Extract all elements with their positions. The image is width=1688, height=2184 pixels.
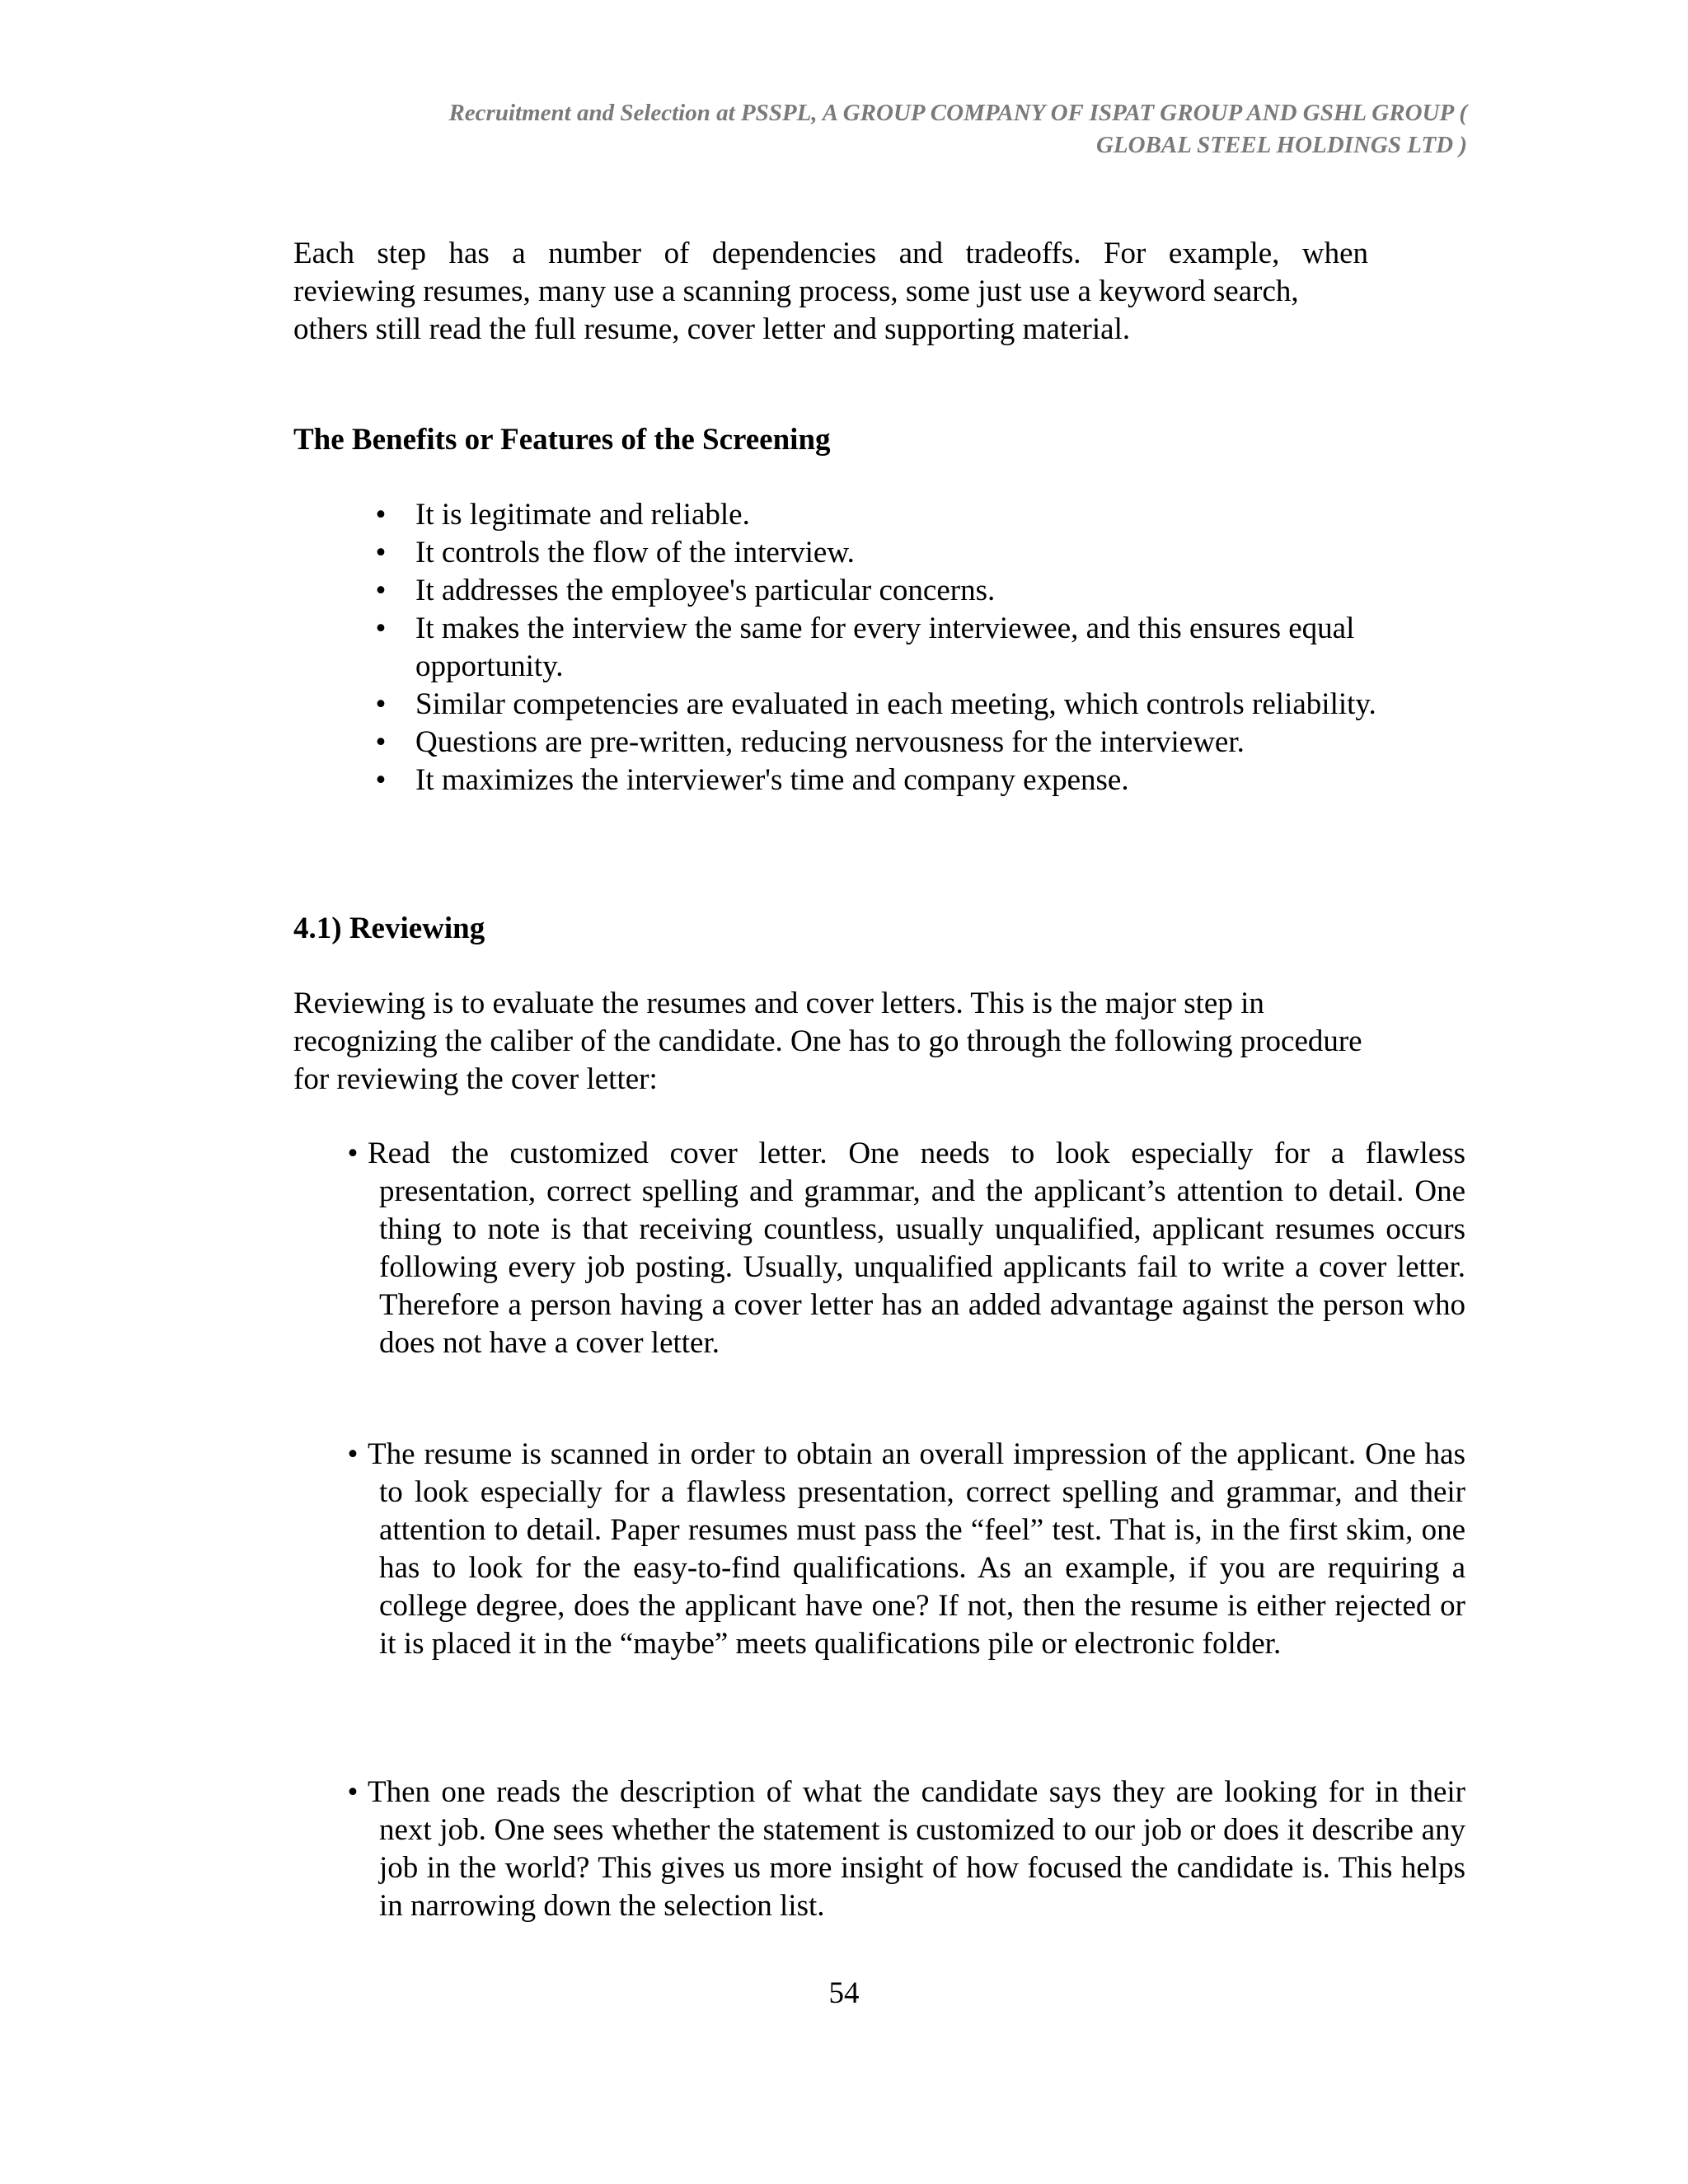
reviewing-intro-line-3: for reviewing the cover letter: xyxy=(293,1062,658,1096)
list-item-text: It addresses the employee's particular concerns. xyxy=(415,574,996,607)
intro-paragraph xyxy=(293,235,1368,349)
intro-line-1: Each step has a number of dependencies and tradeoffs. For example, when xyxy=(293,237,1368,270)
list-item-text: Questions are pre-written, reducing nervousness for the interviewer. xyxy=(415,725,1245,759)
bullet-icon: • xyxy=(375,612,387,645)
bullet-icon: • xyxy=(375,725,387,759)
bullet-icon: • xyxy=(375,574,387,607)
bullet-icon: • xyxy=(347,1137,359,1170)
list-item-text: Similar competencies are evaluated in each meeting, which controls reliability. xyxy=(415,687,1376,721)
list-item xyxy=(364,762,1461,799)
reviewing-intro-line-1: Reviewing is to evaluate the resumes and cover letters. This is the major step in xyxy=(293,987,1264,1020)
list-item xyxy=(364,686,1461,724)
bullet-icon: • xyxy=(375,687,387,721)
bullet-icon: • xyxy=(375,498,387,532)
intro-line-3: others still read the full resume, cover letter and supporting material. xyxy=(293,312,1131,346)
review-bullet-text: Read the customized cover letter. One needs to look especially for a flawless presentation, correct spelling and grammar, and the applicant’s attention to detail. One thing to note is that receiving countless, usually unqualified, applicant resumes occurs following every job posting. Usually, unqualified applicants fail to write a cover letter. Therefore a person having a cover letter has an added advantage against the person who does not have a cover letter. xyxy=(368,1137,1465,1360)
benefits-heading: The Benefits or Features of the Screening xyxy=(293,423,831,457)
review-bullet-text: Then one reads the description of what the candidate says they are looking for in their next job. One sees whether the statement is customized to our job or does it describe any job in the world? This gives us more insight of how focused the candidate is. This helps in narrowing down the selection list. xyxy=(368,1775,1465,1923)
review-bullet-resume-scan xyxy=(338,1436,1465,1663)
list-item xyxy=(364,610,1461,686)
intro-line-2: reviewing resumes, many use a scanning process, some just use a keyword search, xyxy=(293,274,1299,308)
list-item-text: It is legitimate and reliable. xyxy=(415,498,750,532)
bullet-icon: • xyxy=(375,763,387,797)
list-item xyxy=(364,496,1461,534)
bullet-icon: • xyxy=(347,1437,359,1471)
page-number: 54 xyxy=(828,1976,860,2010)
review-bullet-text: The resume is scanned in order to obtain an overall impression of the applicant. One has to look especially for a flawless presentation, correct spelling and grammar, and their attention to detail. Paper resumes must pass the “feel” test. That is, in the first skim, one has to look for the easy-to-find qualifications. As an example, if you are requiring a college degree, does the applicant have one? If not, then the resume is either rejected or it is placed it in the “maybe” meets qualifications pile or electronic folder. xyxy=(368,1437,1465,1661)
bullet-icon: • xyxy=(375,536,387,569)
list-item-text: It maximizes the interviewer's time and company expense. xyxy=(415,763,1129,797)
list-item-text: It controls the flow of the interview. xyxy=(415,536,855,569)
list-item-text: It makes the interview the same for every interviewee, and this ensures equal opportunity. xyxy=(415,612,1355,683)
list-item xyxy=(364,534,1461,572)
running-header-line-2: GLOBAL STEEL HOLDINGS LTD ) xyxy=(1095,132,1467,158)
benefits-list xyxy=(364,496,1461,799)
reviewing-intro xyxy=(293,985,1472,1099)
running-header xyxy=(293,97,1467,162)
list-item xyxy=(364,572,1461,610)
reviewing-intro-line-2: recognizing the caliber of the candidate. One has to go through the following procedure xyxy=(293,1024,1362,1058)
bullet-icon: • xyxy=(347,1775,359,1809)
section-heading-reviewing: 4.1) Reviewing xyxy=(293,912,485,945)
review-bullet-cover-letter xyxy=(338,1135,1465,1362)
running-header-line-1: Recruitment and Selection at PSSPL, A GROUP COMPANY OF ISPAT GROUP AND GSHL GROUP ( xyxy=(448,100,1467,126)
list-item xyxy=(364,724,1461,762)
review-bullet-description xyxy=(338,1774,1465,1925)
